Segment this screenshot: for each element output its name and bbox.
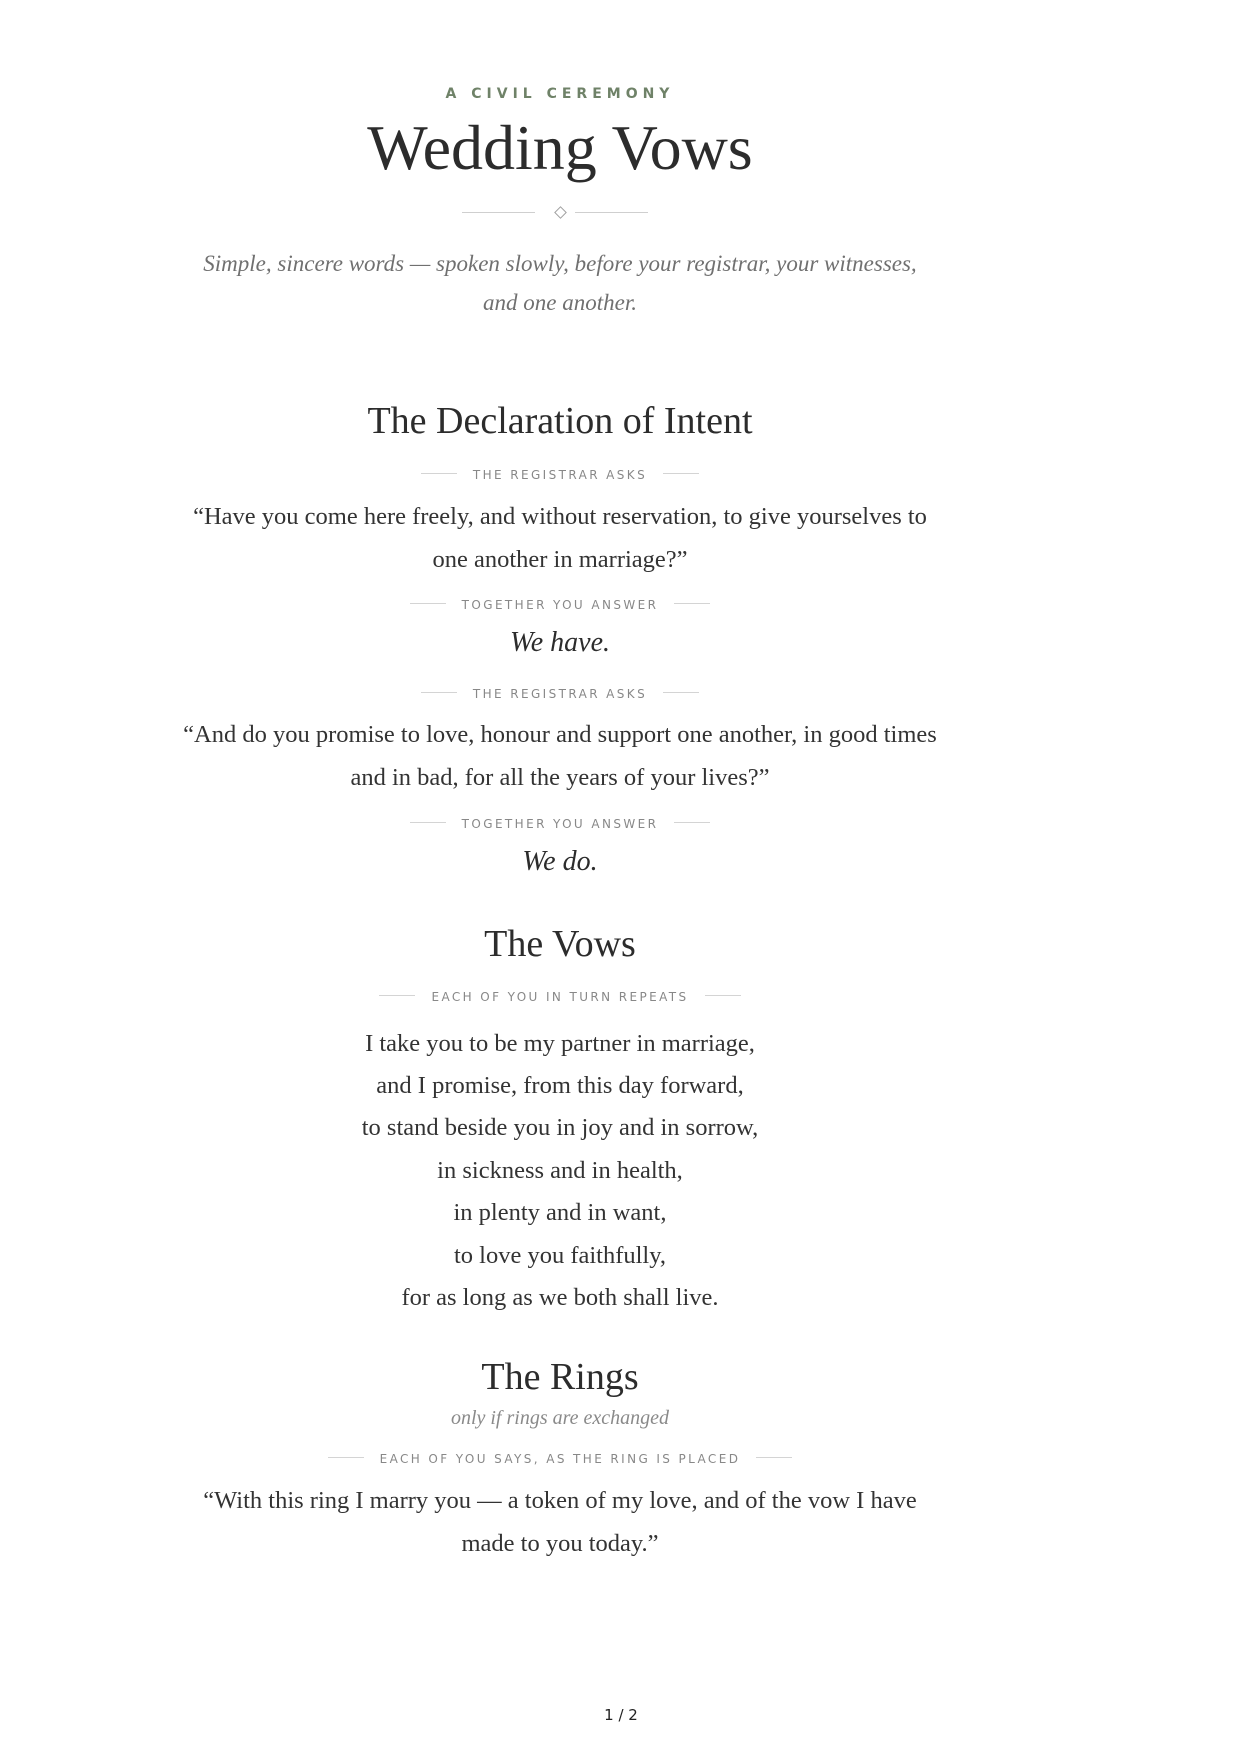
label-rule: [663, 473, 699, 474]
vow-line: in sickness and in health,: [437, 1157, 683, 1184]
label-rule: [705, 995, 741, 996]
label-rule: [674, 603, 710, 604]
registrar-question: “And do you promise to love, honour and support one another, in good times and in bad, for all the years of your lives?”: [183, 721, 937, 791]
divider-left-rule: [462, 212, 535, 213]
speaker-label-text: THE REGISTRAR ASKS: [472, 687, 648, 701]
vow-line: in plenty and in want,: [453, 1199, 667, 1226]
speaker-label-text: TOGETHER YOU ANSWER: [461, 598, 659, 612]
page-title: Wedding Vows: [367, 112, 753, 183]
speaker-label-text: EACH OF YOU SAYS, AS THE RING IS PLACED: [379, 1452, 741, 1466]
registrar-question: “Have you come here freely, and without reservation, to give yourselves to one another in marriage?”: [193, 503, 927, 573]
section-heading-vows: The Vows: [484, 923, 636, 965]
subtitle: Simple, sincere words — spoken slowly, before your registrar, your witnesses, and one another.: [203, 251, 917, 315]
label-rule: [410, 822, 446, 823]
speaker-label: [0, 469, 1120, 481]
label-rule: [379, 995, 415, 996]
label-rule: [410, 603, 446, 604]
speaker-label-text: EACH OF YOU IN TURN REPEATS: [431, 990, 689, 1004]
diamond-ornament-icon: [554, 206, 567, 219]
label-rule: [756, 1457, 792, 1458]
label-rule: [674, 822, 710, 823]
label-rule: [663, 692, 699, 693]
couple-answer: We do.: [522, 846, 598, 877]
vow-line: I take you to be my partner in marriage,: [365, 1030, 755, 1057]
speaker-label: [0, 688, 1120, 700]
label-rule: [328, 1457, 364, 1458]
couple-answer: We have.: [509, 627, 611, 658]
vow-line: to stand beside you in joy and in sorrow,: [361, 1114, 759, 1141]
vow-line: and I promise, from this day forward,: [376, 1072, 744, 1099]
speaker-label: [0, 991, 1120, 1003]
speaker-label: [0, 1453, 1120, 1465]
page-number: 1 / 2: [604, 1706, 638, 1724]
ring-vow: “With this ring I marry you — a token of my love, and of the vow I have made to you today.”: [203, 1487, 917, 1557]
label-rule: [421, 692, 457, 693]
divider-right-rule: [575, 212, 648, 213]
title-divider: [0, 206, 1120, 220]
vow-line: for as long as we both shall live.: [401, 1284, 719, 1311]
speaker-label: [0, 599, 1120, 611]
section-heading-rings: The Rings: [481, 1356, 639, 1398]
vow-line: to love you faithfully,: [453, 1242, 667, 1269]
speaker-label: [0, 818, 1120, 830]
section-heading-declaration: The Declaration of Intent: [367, 400, 753, 442]
speaker-label-text: THE REGISTRAR ASKS: [472, 468, 648, 482]
eyebrow: A CIVIL CEREMONY: [445, 86, 675, 102]
rings-note: only if rings are exchanged: [450, 1407, 670, 1429]
speaker-label-text: TOGETHER YOU ANSWER: [461, 817, 659, 831]
label-rule: [421, 473, 457, 474]
